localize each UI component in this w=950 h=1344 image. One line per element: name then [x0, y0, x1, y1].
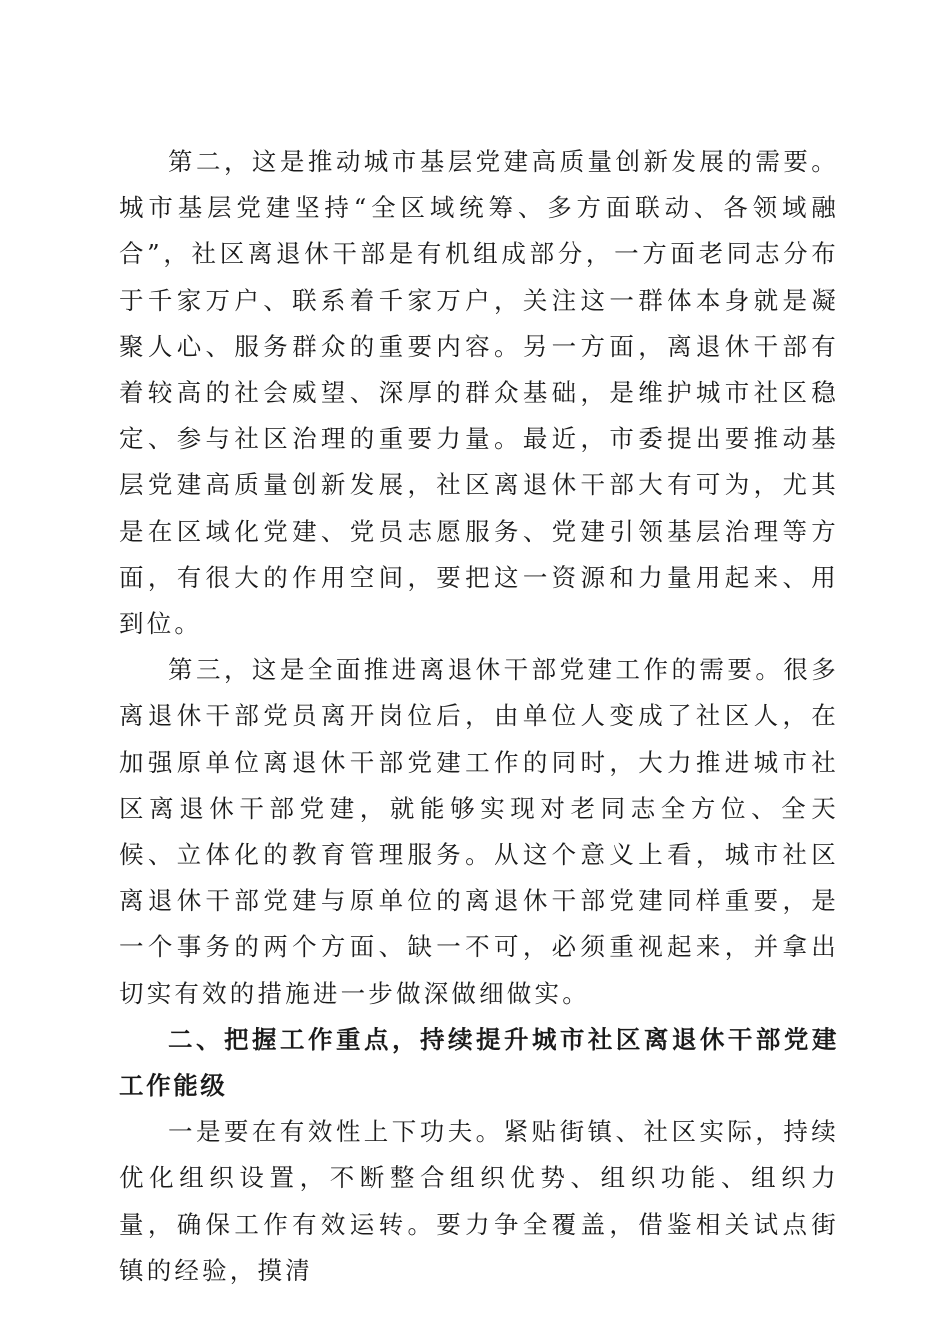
paragraph-first-effectiveness: 一是要在有效性上下功夫。紧贴街镇、社区实际，持续优化组织设置，不断整合组织优势、组织功能、组织力量，确保工作有效运转。要力争全覆盖，借鉴相关试点街镇的经验，摸清 — [119, 1117, 839, 1285]
section-heading-two: 二、把握工作重点，持续提升城市社区离退休干部党建工作能级 — [119, 1024, 839, 1101]
paragraph-second-point: 第二，这是推动城市基层党建高质量创新发展的需要。城市基层党建坚持“全区域统筹、多方面联动、各领域融合”，社区离退休干部是有机组成部分，一方面老同志分布于千家万户、联系着千家万户，关注这一群体本身就是凝聚人心、服务群众的重要内容。另一方面，离退休干部有着较高的社会威望、深厚的群众基础，是维护城市社区稳定、参与社区治理的重要力量。最近，市委提出要推动基层党建高质量创新发展，社区离退休干部大有可为，尤其是在区域化党建、党员志愿服务、党建引领基层治理等方面，有很大的作用空间，要把这一资源和力量用起来、用到位。 — [119, 147, 839, 639]
paragraph-third-point: 第三，这是全面推进离退休干部党建工作的需要。很多离退休干部党员离开岗位后，由单位人变成了社区人，在加强原单位离退休干部党建工作的同时，大力推进城市社区离退休干部党建，就能够实现对老同志全方位、全天候、立体化的教育管理服务。从这个意义上看，城市社区离退休干部党建与原单位的离退休干部党建同样重要，是一个事务的两个方面、缺一不可，必须重视起来，并拿出切实有效的措施进一步做深做细做实。 — [119, 655, 839, 1008]
document-body — [119, 139, 839, 1294]
